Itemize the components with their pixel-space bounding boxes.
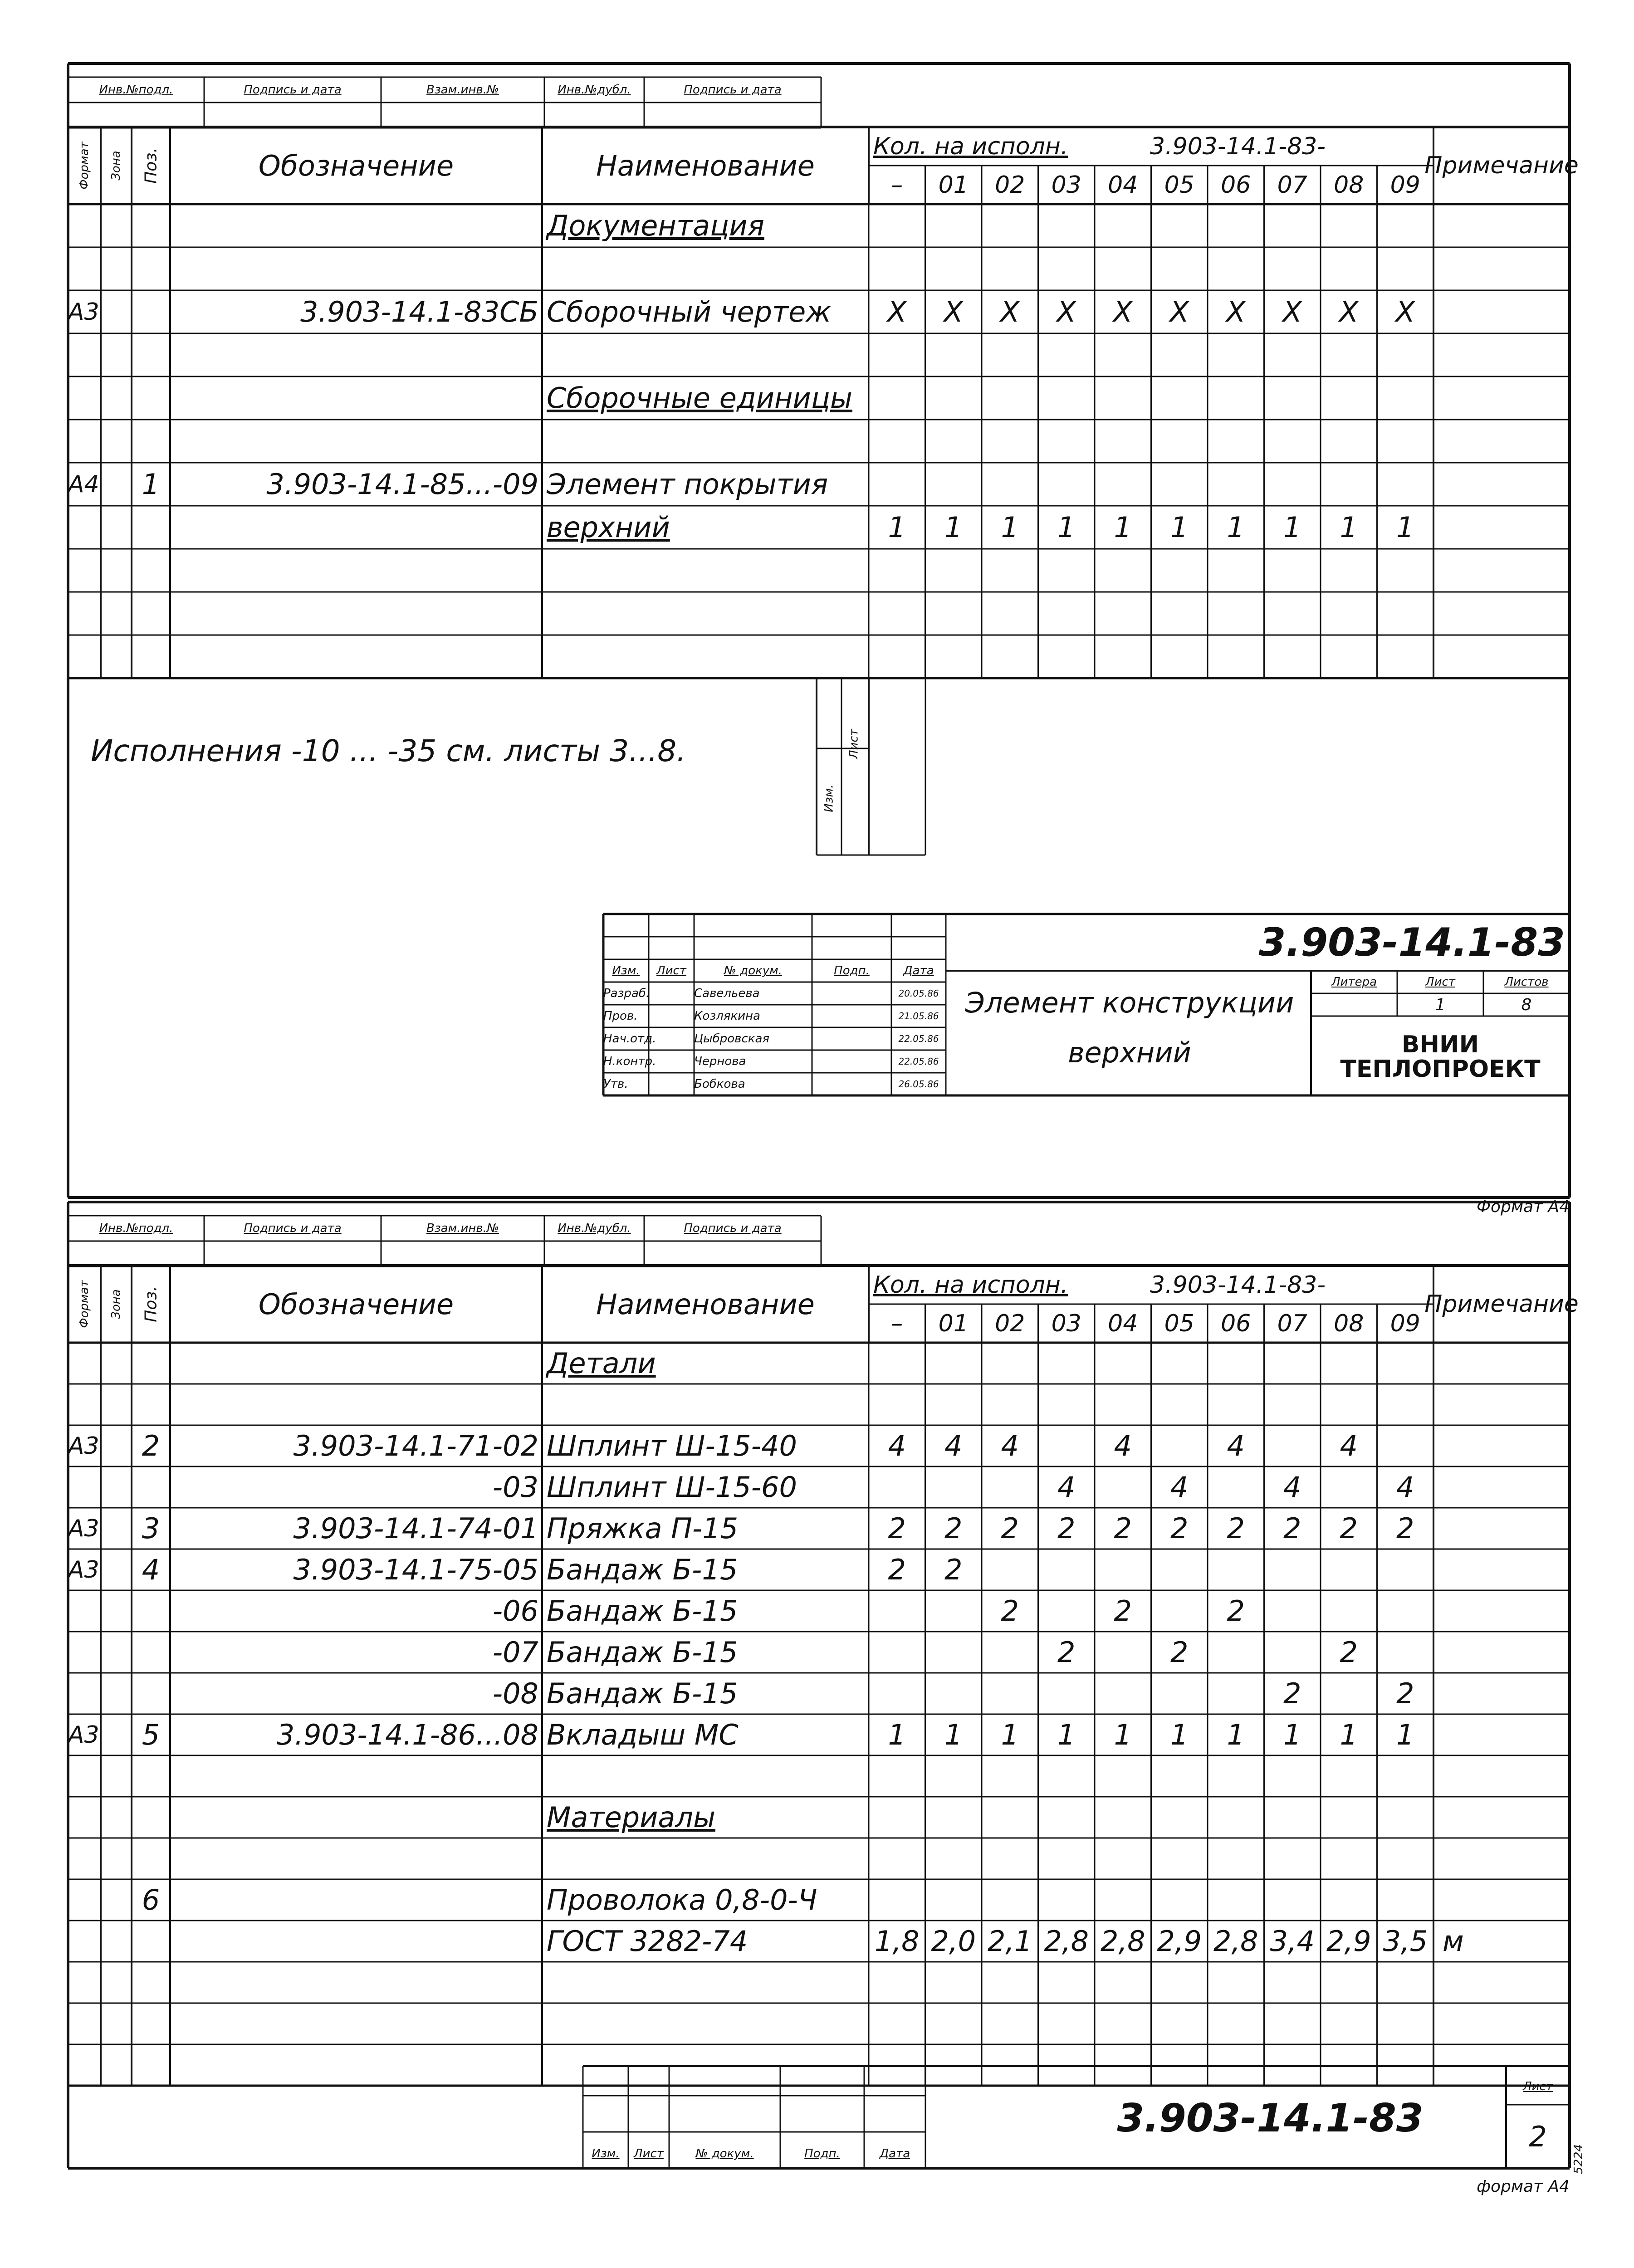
variant-header: 06 [1221,171,1251,199]
qty-cell: 1 [1114,511,1132,544]
row-format: А3 [68,1556,99,1584]
row-name: ГОСТ 3282-74 [547,1925,748,1958]
row-designation: -08 [492,1677,538,1710]
qty-cell: 1 [1283,1718,1301,1751]
row-position: 5 [142,1718,160,1751]
row-name: Бандаж Б-15 [547,1553,738,1586]
qty-cell: 2,8 [1100,1925,1145,1958]
row-name: Бандаж Б-15 [547,1594,738,1628]
variant-header: – [891,171,903,199]
signatory-role: Разраб. [603,987,650,1000]
row-designation: 3.903-14.1-71-02 [293,1429,538,1462]
qty-cell: 4 [1001,1429,1019,1462]
qty-cell: 1 [1396,1718,1414,1751]
sheets-total: 8 [1521,995,1532,1014]
title-block-header: Дата [903,964,934,978]
variant-header: 06 [1221,1310,1251,1337]
qty-cell: 1 [888,511,906,544]
row-name: Шплинт Ш-15-40 [547,1429,797,1462]
variant-header: 03 [1051,171,1081,199]
row-name: Сборочный чертеж [547,295,832,328]
title-doc-code: 3.903-14.1-83 [1258,919,1565,965]
qty-cell: 2 [1340,1512,1358,1545]
qty-cell: 4 [1396,1471,1414,1504]
row-name: Пряжка П-15 [547,1512,739,1545]
row-position: 2 [142,1429,160,1462]
variant-header: 01 [938,171,969,199]
variant-header: – [891,1310,903,1337]
qty-cell: X [1113,295,1133,328]
sheets-label: Листов [1504,975,1549,989]
row-position: 6 [142,1883,160,1916]
qty-cell: 2 [1114,1594,1132,1628]
row-format: А3 [68,1515,99,1542]
qty-cell: 2 [1001,1594,1019,1628]
variant-header: 02 [995,171,1025,199]
qty-cell: 2 [888,1512,906,1545]
row-designation: 3.903-14.1-86...08 [276,1718,538,1751]
qty-cell: 3,5 [1383,1925,1428,1958]
qty-cell: 2 [1396,1677,1414,1710]
qty-cell: X [1282,295,1302,328]
bottom-sheet-number: 2 [1529,2120,1547,2153]
stamp-label: Взам.инв.№ [426,83,499,97]
variant-header: 09 [1390,1310,1420,1337]
stamp-label: Инв.№дубл. [558,83,631,97]
qty-cell: X [1057,295,1076,328]
qty-series: 3.903-14.1-83- [1150,132,1326,160]
stamp-label: Инв.№дубл. [558,1222,631,1235]
qty-cell: 2,8 [1213,1925,1258,1958]
qty-cell: 1 [1170,511,1189,544]
row-name: Бандаж Б-15 [547,1636,738,1669]
section-title: Детали [547,1347,656,1380]
row-name: Бандаж Б-15 [547,1677,738,1710]
qty-cell: 2 [1396,1512,1414,1545]
organization-logo: ВНИИ ТЕПЛОПРОЕКТ [1340,1031,1541,1083]
row-format: А3 [68,298,99,326]
qty-cell: 2,1 [987,1925,1032,1958]
qty-cell: 1 [1283,511,1301,544]
qty-cell: 2 [1340,1636,1358,1669]
signatory-name: Козлякина [694,1009,760,1023]
qty-cell: 1 [1057,511,1076,544]
row-format: А3 [68,1721,99,1749]
qty-cell: 2 [1170,1636,1189,1669]
qty-cell: 2,9 [1157,1925,1202,1958]
variant-header: 05 [1164,1310,1194,1337]
stamp-label: Инв.№подл. [99,1222,173,1235]
bottom-stamp-header: № докум. [695,2146,754,2160]
qty-cell: 1 [1057,1718,1076,1751]
pos-column-header: Поз. [142,147,160,184]
name-column-header: Наименование [596,1287,815,1321]
qty-cell: 2 [1227,1512,1245,1545]
variant-header: 04 [1108,1310,1138,1337]
title-line-2: верхний [1068,1036,1191,1069]
title-block-header: Подп. [834,964,870,978]
qty-cell: 1 [1227,1718,1245,1751]
row-name: Вкладыш МС [547,1718,739,1751]
name-column-header: Наименование [596,149,815,182]
signatory-name: Цыбровская [694,1032,770,1046]
row-position: 3 [142,1512,160,1545]
qty-cell: 3,4 [1270,1925,1315,1958]
qty-cell: 1 [1340,511,1358,544]
signatory-role: Н.контр. [603,1055,656,1068]
bottom-stamp-header: Лист [634,2146,664,2160]
qty-cell: 2 [1114,1512,1132,1545]
row-designation: 3.903-14.1-75-05 [293,1553,538,1586]
qty-cell: 2,9 [1326,1925,1371,1958]
qty-cell: 4 [888,1429,906,1462]
signatory-role: Нач.отд. [603,1032,656,1046]
bottom-stamp-header: Изм. [592,2146,620,2160]
side-label: Изм. [822,784,836,812]
row-designation: -03 [492,1471,538,1504]
qty-cell: 1 [1396,511,1414,544]
bottom-sheet-label: Лист [1523,2080,1553,2093]
qty-cell: 2 [1283,1512,1301,1545]
qty-cell: 2 [1283,1677,1301,1710]
format-column-header: Формат [78,142,91,190]
bottom-stamp-header: Подп. [804,2146,840,2160]
bottom-format-label: формат А4 [1477,2177,1570,2196]
qty-cell: 4 [1114,1429,1132,1462]
executions-note: Исполнения -10 ... -35 см. листы 3...8. [91,733,686,768]
row-designation: -06 [492,1594,538,1628]
bottom-stamp-header: Дата [879,2146,910,2160]
qty-cell: 1 [1227,511,1245,544]
row-note: м [1443,1925,1464,1958]
qty-cell: 4 [1057,1471,1076,1504]
sheet-number: 1 [1435,995,1446,1014]
row-name: Проволока 0,8-0-Ч [547,1883,817,1916]
qty-header: Кол. на исполн. [873,132,1068,160]
row-name: Шплинт Ш-15-60 [547,1471,797,1504]
qty-cell: 4 [1283,1471,1301,1504]
title-line-1: Элемент конструкции [965,986,1294,1019]
sheet-label: Лист [1425,975,1455,989]
format-column-header: Формат [78,1280,91,1328]
section-title: Документация [547,209,764,242]
title-block-header: № докум. [724,964,783,978]
qty-cell: 2 [888,1553,906,1586]
title-block-header: Изм. [612,964,640,978]
qty-cell: 2,0 [931,1925,976,1958]
row-name: Элемент покрытия [547,468,828,501]
signatory-date: 21.05.86 [898,1011,939,1022]
signatory-date: 20.05.86 [898,988,939,999]
qty-cell: 4 [1227,1429,1245,1462]
qty-cell: 1 [944,511,963,544]
signatory-name: Савельева [694,987,760,1000]
row-position: 1 [142,468,160,501]
qty-cell: 2 [944,1512,963,1545]
zone-column-header: Зона [109,151,123,181]
qty-cell: X [1000,295,1020,328]
qty-cell: 2 [1057,1512,1076,1545]
qty-cell: 4 [1340,1429,1358,1462]
variant-header: 05 [1164,171,1194,199]
row-format: А4 [68,470,99,498]
format-label: Формат А4 [1476,1197,1570,1216]
stamp-label: Взам.инв.№ [426,1222,499,1235]
signatory-name: Чернова [694,1055,746,1068]
qty-cell: X [1226,295,1246,328]
variant-header: 02 [995,1310,1025,1337]
section-title: Материалы [547,1801,715,1834]
qty-cell: 1 [1170,1718,1189,1751]
section-title: Сборочные единицы [547,381,853,415]
designation-column-header: Обозначение [258,1287,454,1321]
signatory-date: 22.05.86 [898,1033,939,1044]
qty-cell: 2 [944,1553,963,1586]
qty-cell: 2 [1227,1594,1245,1628]
stamp-label: Подпись и дата [684,1222,782,1235]
signatory-name: Бобкова [694,1077,745,1091]
variant-header: 01 [938,1310,969,1337]
side-number: 5224 [1572,2144,1585,2175]
qty-cell: 1 [1340,1718,1358,1751]
designation-column-header: Обозначение [258,149,454,182]
qty-cell: 1 [1001,1718,1019,1751]
note-column-header: Примечание [1424,1290,1579,1318]
row-position: 4 [142,1553,160,1586]
signatory-role: Утв. [603,1077,628,1091]
stamp-label: Подпись и дата [244,1222,342,1235]
variant-header: 09 [1390,171,1420,199]
row-designation: 3.903-14.1-74-01 [293,1512,538,1545]
row-designation: 3.903-14.1-83СБ [300,295,538,328]
qty-cell: X [944,295,963,328]
row-designation: 3.903-14.1-85...-09 [266,468,538,501]
variant-header: 08 [1334,171,1364,199]
signatory-date: 22.05.86 [898,1056,939,1067]
side-label: Лист [847,729,861,759]
stamp-label: Подпись и дата [684,83,782,97]
qty-cell: X [1339,295,1359,328]
section-title: верхний [547,511,670,544]
qty-cell: 1 [888,1718,906,1751]
signatory-date: 26.05.86 [898,1079,939,1090]
pos-column-header: Поз. [142,1286,160,1322]
bottom-doc-code: 3.903-14.1-83 [1117,2096,1424,2141]
qty-cell: 2 [1057,1636,1076,1669]
variant-header: 07 [1277,171,1307,199]
title-block-header: Лист [656,964,686,978]
qty-cell: X [1169,295,1189,328]
qty-cell: 1 [1114,1718,1132,1751]
qty-cell: 1,8 [874,1925,920,1958]
variant-header: 08 [1334,1310,1364,1337]
qty-header: Кол. на исполн. [873,1271,1068,1299]
litera-label: Литера [1331,975,1377,989]
qty-cell: 2,8 [1044,1925,1089,1958]
qty-cell: 4 [1170,1471,1189,1504]
stamp-label: Подпись и дата [244,83,342,97]
variant-header: 04 [1108,171,1138,199]
row-format: А3 [68,1432,99,1460]
variant-header: 07 [1277,1310,1307,1337]
note-column-header: Примечание [1424,152,1579,179]
qty-cell: 2 [1170,1512,1189,1545]
qty-cell: 1 [944,1718,963,1751]
qty-cell: 2 [1001,1512,1019,1545]
qty-cell: X [1395,295,1415,328]
signatory-role: Пров. [603,1009,638,1023]
stamp-label: Инв.№подл. [99,83,173,97]
row-designation: -07 [492,1636,538,1669]
zone-column-header: Зона [109,1289,123,1319]
variant-header: 03 [1051,1310,1081,1337]
qty-series: 3.903-14.1-83- [1150,1271,1326,1299]
qty-cell: 4 [944,1429,963,1462]
qty-cell: X [887,295,907,328]
qty-cell: 1 [1001,511,1019,544]
